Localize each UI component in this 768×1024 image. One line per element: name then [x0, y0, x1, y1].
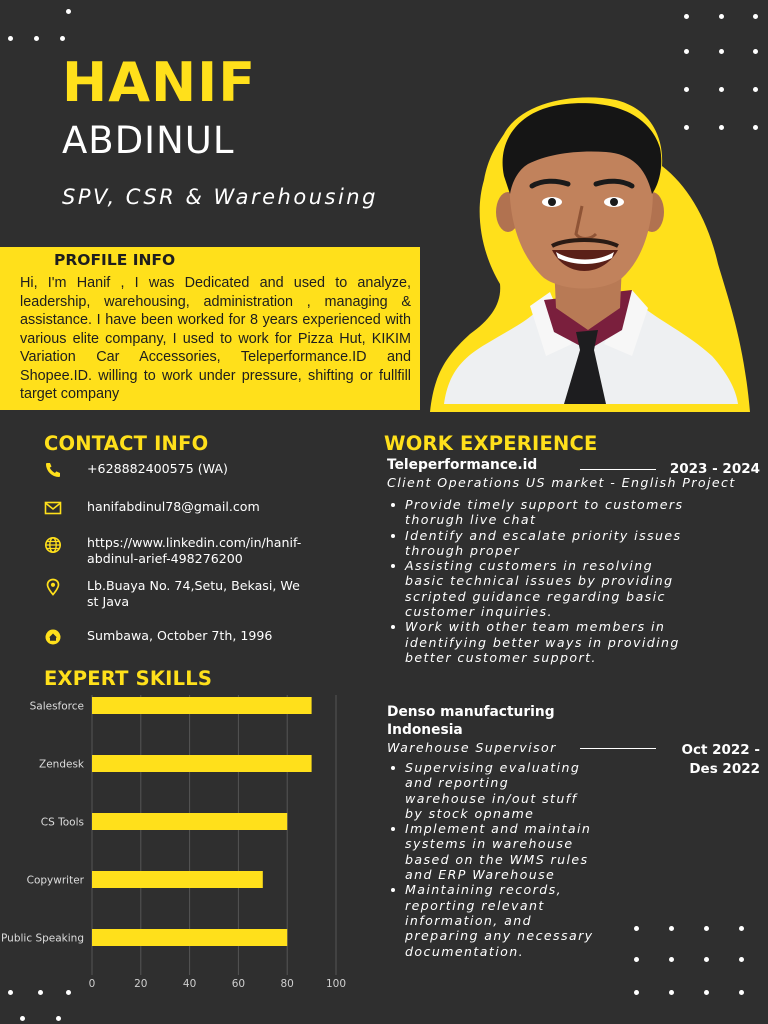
job-role: Warehouse Supervisor: [387, 740, 557, 755]
globe-icon: [44, 536, 62, 554]
job-duty-item: Identify and escalate priority issues through proper: [386, 528, 686, 559]
phone-number: +628882400575 (WA): [87, 461, 228, 476]
chart-bar: [92, 871, 263, 888]
chart-bar: [92, 813, 287, 830]
chart-x-tick-label: 60: [231, 978, 246, 990]
chart-bar: [92, 755, 312, 772]
expert-skills-title: EXPERT SKILLS: [44, 667, 213, 690]
email-address: hanifabdinul78@gmail.com: [87, 499, 260, 514]
profile-info-title: PROFILE INFO: [54, 251, 176, 269]
job-company: Teleperformance.id: [387, 457, 538, 473]
job-duty-item: Assisting customers in resolving basic technical issues by providing scripted guidance regarding basic customer inquiries.: [386, 558, 686, 619]
job-duty-item: Supervising evaluating and reporting warehouse in/out stuff by stock opname: [386, 760, 596, 821]
job-date: 2023 - 2024: [669, 461, 760, 477]
profile-info-text: Hi, I'm Hanif , I was Dedicated and used to analyze, leadership, warehousing, administration , managing & assistance. I have been worked for 8 years experienced with various elite company, I used to work for Pizza Hut, KIKIM Variation Car Accessories, Teleperformance.ID and Shopee.ID. willing to work under pressure, shifting or fullfill target company: [20, 275, 411, 402]
profile-photo: [426, 94, 752, 416]
last-name: ABDINUL: [62, 119, 235, 162]
contact-phone: [44, 461, 344, 501]
job-role: Client Operations US market - English Project: [387, 475, 736, 490]
chart-category-label: Salesforce: [29, 700, 84, 713]
contact-email: [44, 499, 344, 539]
linkedin-url: https://www.linkedin.com/in/hanif-abdinul-arief-498276200: [87, 535, 302, 566]
expert-skills-chart: [0, 690, 360, 990]
contact-info-title: CONTACT INFO: [44, 432, 209, 455]
job-company: Denso manufacturing Indonesia: [387, 704, 555, 738]
job-duty-item: Implement and maintain systems in warehouse based on the WMS rules and ERP Warehouse: [386, 821, 596, 882]
job-title: SPV, CSR & Warehousing: [62, 185, 378, 209]
chart-x-tick-label: 100: [325, 978, 347, 990]
contact-linkedin: [44, 535, 344, 575]
home-address: Lb.Buaya No. 74,Setu, Bekasi, West Java: [87, 578, 300, 609]
contact-address: [44, 578, 344, 618]
chart-category-label: Zendesk: [39, 758, 84, 771]
location-pin-icon: [44, 578, 62, 596]
job-duties-list: [386, 760, 596, 959]
job-duty-item: Maintaining records, reporting relevant information, and preparing any necessary documentation.: [386, 882, 596, 958]
mail-icon: [44, 499, 62, 517]
job-divider-line: [580, 748, 656, 749]
work-experience-title: WORK EXPERIENCE: [384, 432, 598, 455]
chart-x-tick-label: 40: [182, 978, 197, 990]
chart-x-tick-label: 0: [88, 978, 96, 990]
first-name: HANIF: [62, 51, 257, 114]
chart-category-label: Copywriter: [26, 874, 84, 887]
contact-birth: [44, 628, 344, 668]
chart-bar: [92, 697, 312, 714]
home-icon: [44, 628, 62, 646]
profile-info-panel: [0, 247, 420, 410]
job-duty-item: Work with other team members in identifying better ways in providing better customer support.: [386, 619, 686, 665]
chart-bar: [92, 929, 287, 946]
chart-x-tick-label: 80: [280, 978, 294, 990]
chart-x-tick-label: 20: [134, 978, 148, 990]
chart-category-label: CS Tools: [40, 816, 84, 829]
job-duty-item: Provide timely support to customers thorugh live chat: [386, 497, 686, 528]
chart-category-label: Public Speaking: [1, 932, 84, 945]
birth-place-date: Sumbawa, October 7th, 1996: [87, 628, 273, 643]
phone-icon: [44, 461, 62, 479]
job-date: Oct 2022 - Des 2022: [681, 742, 760, 777]
job-duties-list: [386, 497, 686, 665]
